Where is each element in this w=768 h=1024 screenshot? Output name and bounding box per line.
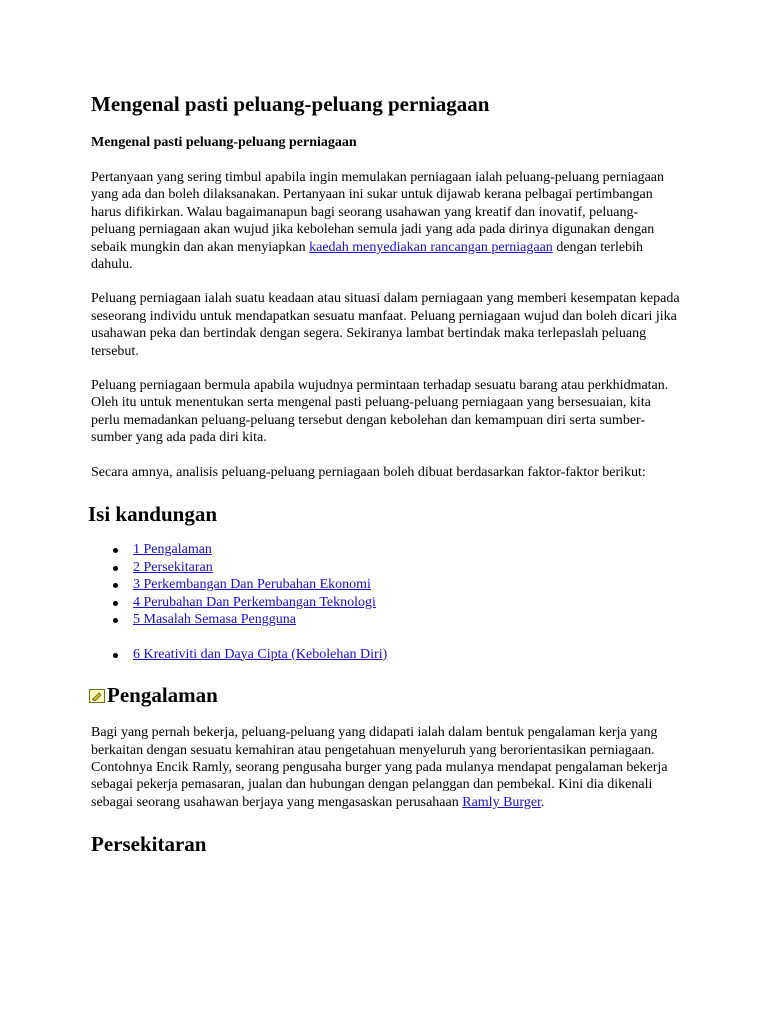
toc-heading: Isi kandungan [88,502,218,527]
demand-paragraph: Peluang perniagaan bermula apabila wujudnya permintaan terhadap sesuatu barang atau perkhidmatan. Oleh itu untuk menentukan serta mengenal pasti peluang-peluang perniagaan yang bersesuaian, kita perlu memadankan peluang-peluang tersebut dengan kebolehan dan kemampuan diri serta sumber-sumber yang ada pada diri kita. [91,378,669,446]
toc-list [91,541,681,629]
pengalaman-text: Bagi yang pernah bekerja, peluang-peluang yang didapati ialah dalam bentuk pengalaman kerja yang berkaitan dengan sesuatu kemahiran atau pengetahuan menyeluruh yang berorientasikan perniagaan. Contohnya Encik Ramly, seorang pengusaha burger yang pada mulanya mendapat pengalaman bekerja sebagai pekerja pemasaran, jualan dan hubungan dengan pelanggan dan pembekal. Kini dia dikenali sebagai seorang usahawan berjaya yang mengasaskan perusahaan [91,725,668,810]
pengalaman-paragraph [91,724,681,811]
toc-item-ekonomi [91,576,681,594]
toc-link-ekonomi[interactable]: 3 Perkembangan Dan Perubahan Ekonomi [133,577,371,593]
intro-tail: dengan terlebih dahulu. [91,239,643,273]
toc-item-persekitaran [91,559,681,577]
toc-item-pengguna [91,611,681,629]
section-heading-pengalaman [89,681,681,709]
intro-text: Pertanyaan yang sering timbul apabila ingin memulakan perniagaan ialah peluang-peluang perniagaan yang ada dan boleh dilaksanakan. Pertanyaan ini sukar untuk dijawab kerana pelbagai pertimbangan harus difikirkan. Walau bagaimanapun bagi seorang usahawan yang kreatif dan inovatif, peluang-peluang perniagaan akan wujud jika kebolehan semula jadi yang ada pada dirinya digunakan dengan sebaik mungkin dan akan menyiapkan [91,170,665,255]
toc-item-pengalaman [91,541,681,559]
ramly-burger-link[interactable]: Ramly Burger [462,794,541,810]
intro-paragraph [91,169,681,273]
article-content [88,90,681,858]
toc-link-kreativiti[interactable]: 6 Kreativiti dan Daya Cipta (Kebolehan Diri) [133,646,388,662]
toc-item-teknologi [91,594,681,612]
toc-link-persekitaran[interactable]: 2 Persekitaran [133,559,213,575]
toc-list-extra [91,646,681,664]
business-plan-link[interactable]: kaedah menyediakan rancangan perniagaan [309,239,553,255]
toc-link-pengguna[interactable]: 5 Masalah Semasa Pengguna [133,612,296,628]
toc-item-kreativiti [91,646,681,664]
article-subtitle: Mengenal pasti peluang-peluang perniagaan [91,135,357,150]
section-heading-persekitaran: Persekitaran [91,832,207,857]
edit-icon[interactable] [89,689,105,703]
section-heading-pengalaman-text: Pengalaman [107,683,218,708]
pengalaman-tail: . [540,794,545,810]
definition-paragraph: Peluang perniagaan ialah suatu keadaan atau situasi dalam perniagaan yang memberi kesempatan kepada seseorang individu untuk mendapatkan sesuatu manfaat. Peluang perniagaan wujud dan boleh dicari jika usahawan peka dan bertindak dengan segera. Sekiranya lambat bertindak maka terlepaslah peluang tersebut. [91,291,680,359]
toc-link-pengalaman[interactable]: 1 Pengalaman [133,542,212,558]
factors-paragraph: Secara amnya, analisis peluang-peluang perniagaan boleh dibuat berdasarkan faktor-faktor berikut: [91,464,646,480]
toc-link-teknologi[interactable]: 4 Perubahan Dan Perkembangan Teknologi [133,594,376,610]
page-title: Mengenal pasti peluang-peluang perniagaan [91,92,490,116]
